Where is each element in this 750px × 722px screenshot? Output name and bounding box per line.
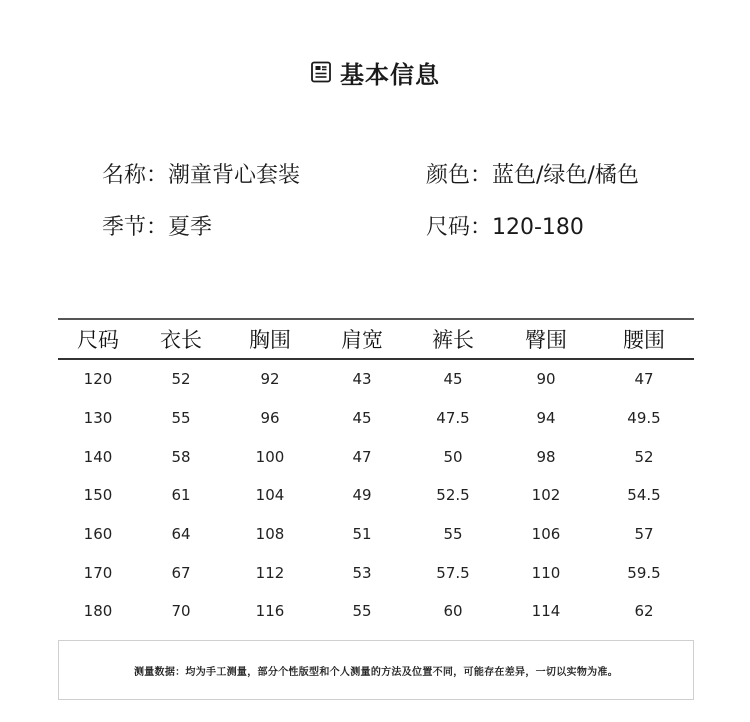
info-season: 季节：夏季	[102, 215, 213, 240]
table-cell: 60	[443, 602, 463, 621]
header-cell: 衣长	[160, 328, 202, 352]
table-cell: 114	[531, 602, 561, 621]
table-cell: 52.5	[436, 486, 470, 505]
table-cell: 49.5	[627, 409, 661, 428]
info-size: 尺码：120-180	[426, 215, 584, 240]
table-cell: 61	[171, 486, 191, 505]
header-cell: 肩宽	[341, 328, 383, 352]
table-cell: 49	[352, 486, 372, 505]
table-cell: 54.5	[627, 486, 661, 505]
table-cell: 52	[171, 370, 191, 389]
table-cell: 47	[352, 447, 372, 466]
table-cell: 140	[83, 447, 113, 466]
table-cell: 170	[83, 563, 113, 582]
table-cell: 96	[260, 409, 280, 428]
table-cell: 55	[171, 409, 191, 428]
table-cell: 112	[255, 563, 285, 582]
table-cell: 50	[443, 447, 463, 466]
header-cell: 胸围	[249, 328, 291, 352]
page-title: 基本信息	[340, 60, 440, 89]
table-cell: 57	[634, 525, 654, 544]
table-row	[58, 437, 694, 476]
table-cell: 98	[536, 447, 556, 466]
table-row	[58, 553, 694, 592]
table-row	[58, 515, 694, 554]
size-table	[58, 318, 694, 631]
table-cell: 51	[352, 525, 372, 544]
table-cell: 102	[531, 486, 561, 505]
table-cell: 108	[255, 525, 285, 544]
table-cell: 58	[171, 447, 191, 466]
table-cell: 67	[171, 563, 191, 582]
header-cell: 腰围	[623, 328, 665, 352]
table-cell: 43	[352, 370, 372, 389]
table-cell: 53	[352, 563, 372, 582]
table-row	[58, 399, 694, 438]
header-cell: 裤长	[432, 328, 474, 352]
table-cell: 64	[171, 525, 191, 544]
table-cell: 120	[83, 370, 113, 389]
header-cell: 尺码	[77, 328, 119, 352]
table-cell: 45	[443, 370, 463, 389]
table-cell: 150	[83, 486, 113, 505]
table-cell: 52	[634, 447, 654, 466]
section-header	[0, 52, 750, 92]
table-cell: 59.5	[627, 563, 661, 582]
table-row	[58, 592, 694, 631]
table-cell: 45	[352, 409, 372, 428]
table-cell: 57.5	[436, 563, 470, 582]
measurement-note: 测量数据：均为手工测量，部分个性版型和个人测量的方法及位置不同，可能存在差异，一切以实物为准。	[133, 666, 619, 678]
table-cell: 62	[634, 602, 654, 621]
table-cell: 47	[634, 370, 654, 389]
table-cell: 47.5	[436, 409, 470, 428]
measurement-note-box	[58, 640, 694, 700]
table-header-row	[58, 320, 694, 358]
table-cell: 92	[260, 370, 280, 389]
table-cell: 116	[255, 602, 285, 621]
info-name: 名称：潮童背心套装	[102, 163, 301, 188]
table-cell: 130	[83, 409, 113, 428]
table-cell: 100	[255, 447, 285, 466]
table-cell: 110	[531, 563, 561, 582]
table-cell: 55	[443, 525, 463, 544]
table-cell: 180	[83, 602, 113, 621]
table-cell: 106	[531, 525, 561, 544]
header-cell: 臀围	[525, 328, 567, 352]
table-cell: 94	[536, 409, 556, 428]
info-color: 颜色：蓝色/绿色/橘色	[426, 163, 639, 188]
table-cell: 160	[83, 525, 113, 544]
table-cell: 70	[171, 602, 191, 621]
list-document-icon	[310, 61, 332, 83]
table-cell: 90	[536, 370, 556, 389]
table-cell: 55	[352, 602, 372, 621]
table-cell: 104	[255, 486, 285, 505]
table-row	[58, 360, 694, 399]
table-row	[58, 476, 694, 515]
